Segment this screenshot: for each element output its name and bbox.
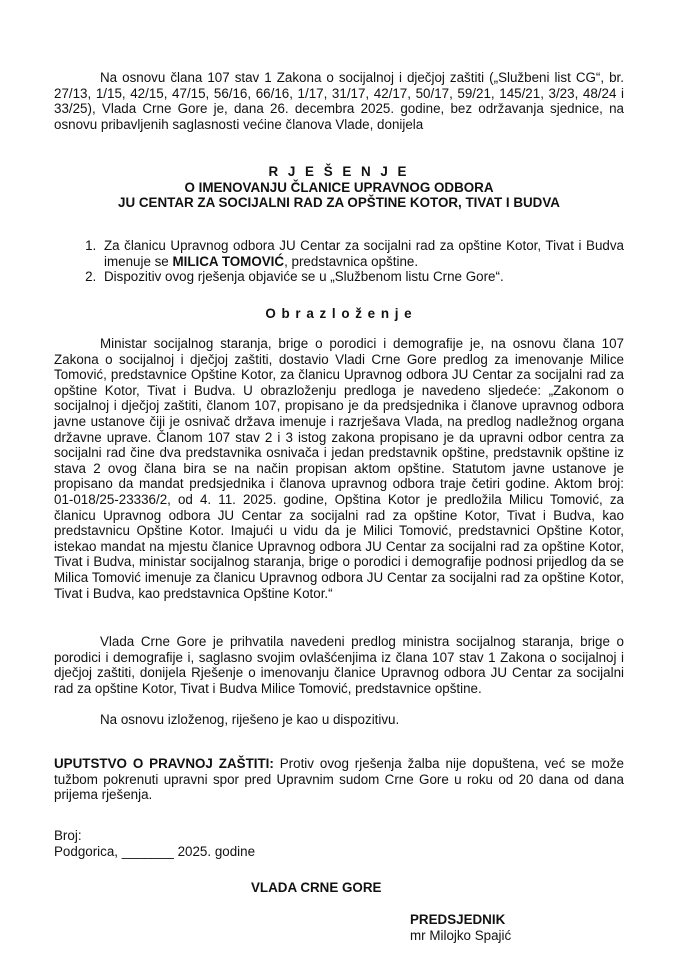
footer-place-date: Podgorica, _______ 2025. godine [54,844,256,859]
legal-remedy-label: UPUTSTVO O PRAVNOJ ZAŠTITI: [54,756,274,771]
title-line-3: JU CENTAR ZA SOCIJALNI RAD ZA OPŠTINE KOTOR, TIVAT I BUDVA [118,195,560,211]
footer-broj: Broj: [54,828,82,843]
decision-item-1 [100,238,624,269]
reasoning-heading: O b r a z l o ž e n j e [265,306,413,321]
appointee-name: MILICA TOMOVIĆ [172,253,285,269]
government-name: VLADA CRNE GORE [251,880,382,895]
legal-remedy-text: Protiv ovog rješenja žalba nije dopuštena, već se može tužbom pokrenuti upravni spor pred Upravnim sudom Crne Gore u roku od 20 dana od dana prijema rješenja. [54,756,624,803]
item1-text-end: , predstavnica opštine. [284,253,419,269]
item1-text: Za članicu Upravnog odbora JU Centar za socijalni rad za opštine Kotor, Tivat i Budva imenuje se [104,238,624,269]
document-title [54,164,624,211]
signatory-role: PREDSJEDNIK [410,912,506,927]
reasoning-paragraph-3: Na osnovu izloženog, riješeno je kao u dispozitivu. [100,712,400,727]
title-line-2: O IMENOVANJU ČLANICE UPRAVNOG ODBORA [184,179,494,195]
legal-remedy [54,756,624,803]
reasoning-paragraph-1: Ministar socijalnog staranja, brige o porodici i demografije je, na osnovu člana 107 Zakona o socijalnoj i dječjoj zaštiti, dostavio Vladi Crne Gore predlog za imenovanje Milice Tomović, predstavnice Opštine Kotor, za članicu Upravnog odbora JU Centar za socijalni rad za opštine Kotor, Tivat i Budva. U obrazloženju predloga je navedeno sljedeće: „Zakonom o socijalnoj i dječjoj zaštiti, članom 107, propisano je da predsjednika i članove upravnog odbora javne ustanove čiji je osnivač država imenuje i razrješava Vlada, na predlog nadležnog organa državne uprave. Članom 107 stav 2 i 3 istog zakona propisano je da upravni odbor centra za socijalni rad čine dva predstavnika osnivača i jedan predstavnik opštine, predstavnik opštine iz stava 2 ovog člana bira se na način propisan aktom opštine. Statutom javne ustanove je propisano da mandat predsjednika i članova upravnog odbora traje četiri godine. Aktom broj: 01-018/25-23336/2, od 4. 11. 2025. godine, Opština Kotor je predložila Milicu Tomović, za članicu Upravnog odbora JU Centar za socijalni rad za opštine Kotor, Tivat i Budva, kao predstavnicu Opštine Kotor. Imajući u vidu da je Milici Tomović, predstavnici Opštine Kotor, istekao mandat na mjestu članice Upravnog odbora JU Centar za socijalni rad za opštine Kotor, Tivat i Budva, ministar socijalnog staranja, brige o porodici i demografije podnosi prijedlog da se Milica Tomović imenuje za članicu Upravnog odbora JU Centar za socijalni rad za opštine Kotor, Tivat i Budva, kao predstavnica Opštine Kotor.“ [54,336,624,601]
decision-items [54,238,624,285]
decision-list [54,238,624,285]
reasoning-paragraph-2: Vlada Crne Gore je prihvatila navedeni predlog ministra socijalnog staranja, brige o porodici i demografije i, saglasno svojim ovlašćenjima iz člana 107 stav 1 Zakona o socijalnoj i dječjoj zaštiti, donijela Rješenje o imenovanju članice Upravnog odbora JU Centar za socijalni rad za opštine Kotor, Tivat i Budva Milice Tomović, predstavnice opštine. [54,634,624,696]
intro-paragraph: Na osnovu člana 107 stav 1 Zakona o socijalnoj i dječjoj zaštiti („Službeni list CG“, br. 27/13, 1/15, 42/15, 47/15, 56/16, 66/16, 1/17, 31/17, 42/17, 50/17, 59/21, 145/21, 3/23, 48/24 i 33/25), Vlada Crne Gore je, dana 26. decembra 2025. godine, bez održavanja sjednice, na osnovu pribavljenih saglasnosti većine članova Vlade, donijela [54,70,624,132]
title-resenje: R J E Š E N J E [268,164,410,179]
signatory-name: mr Milojko Spajić [410,928,512,943]
decision-item-2: 2. Dispozitiv ovog rješenja objaviće se u „Službenom listu Crne Gore“. [100,269,624,285]
